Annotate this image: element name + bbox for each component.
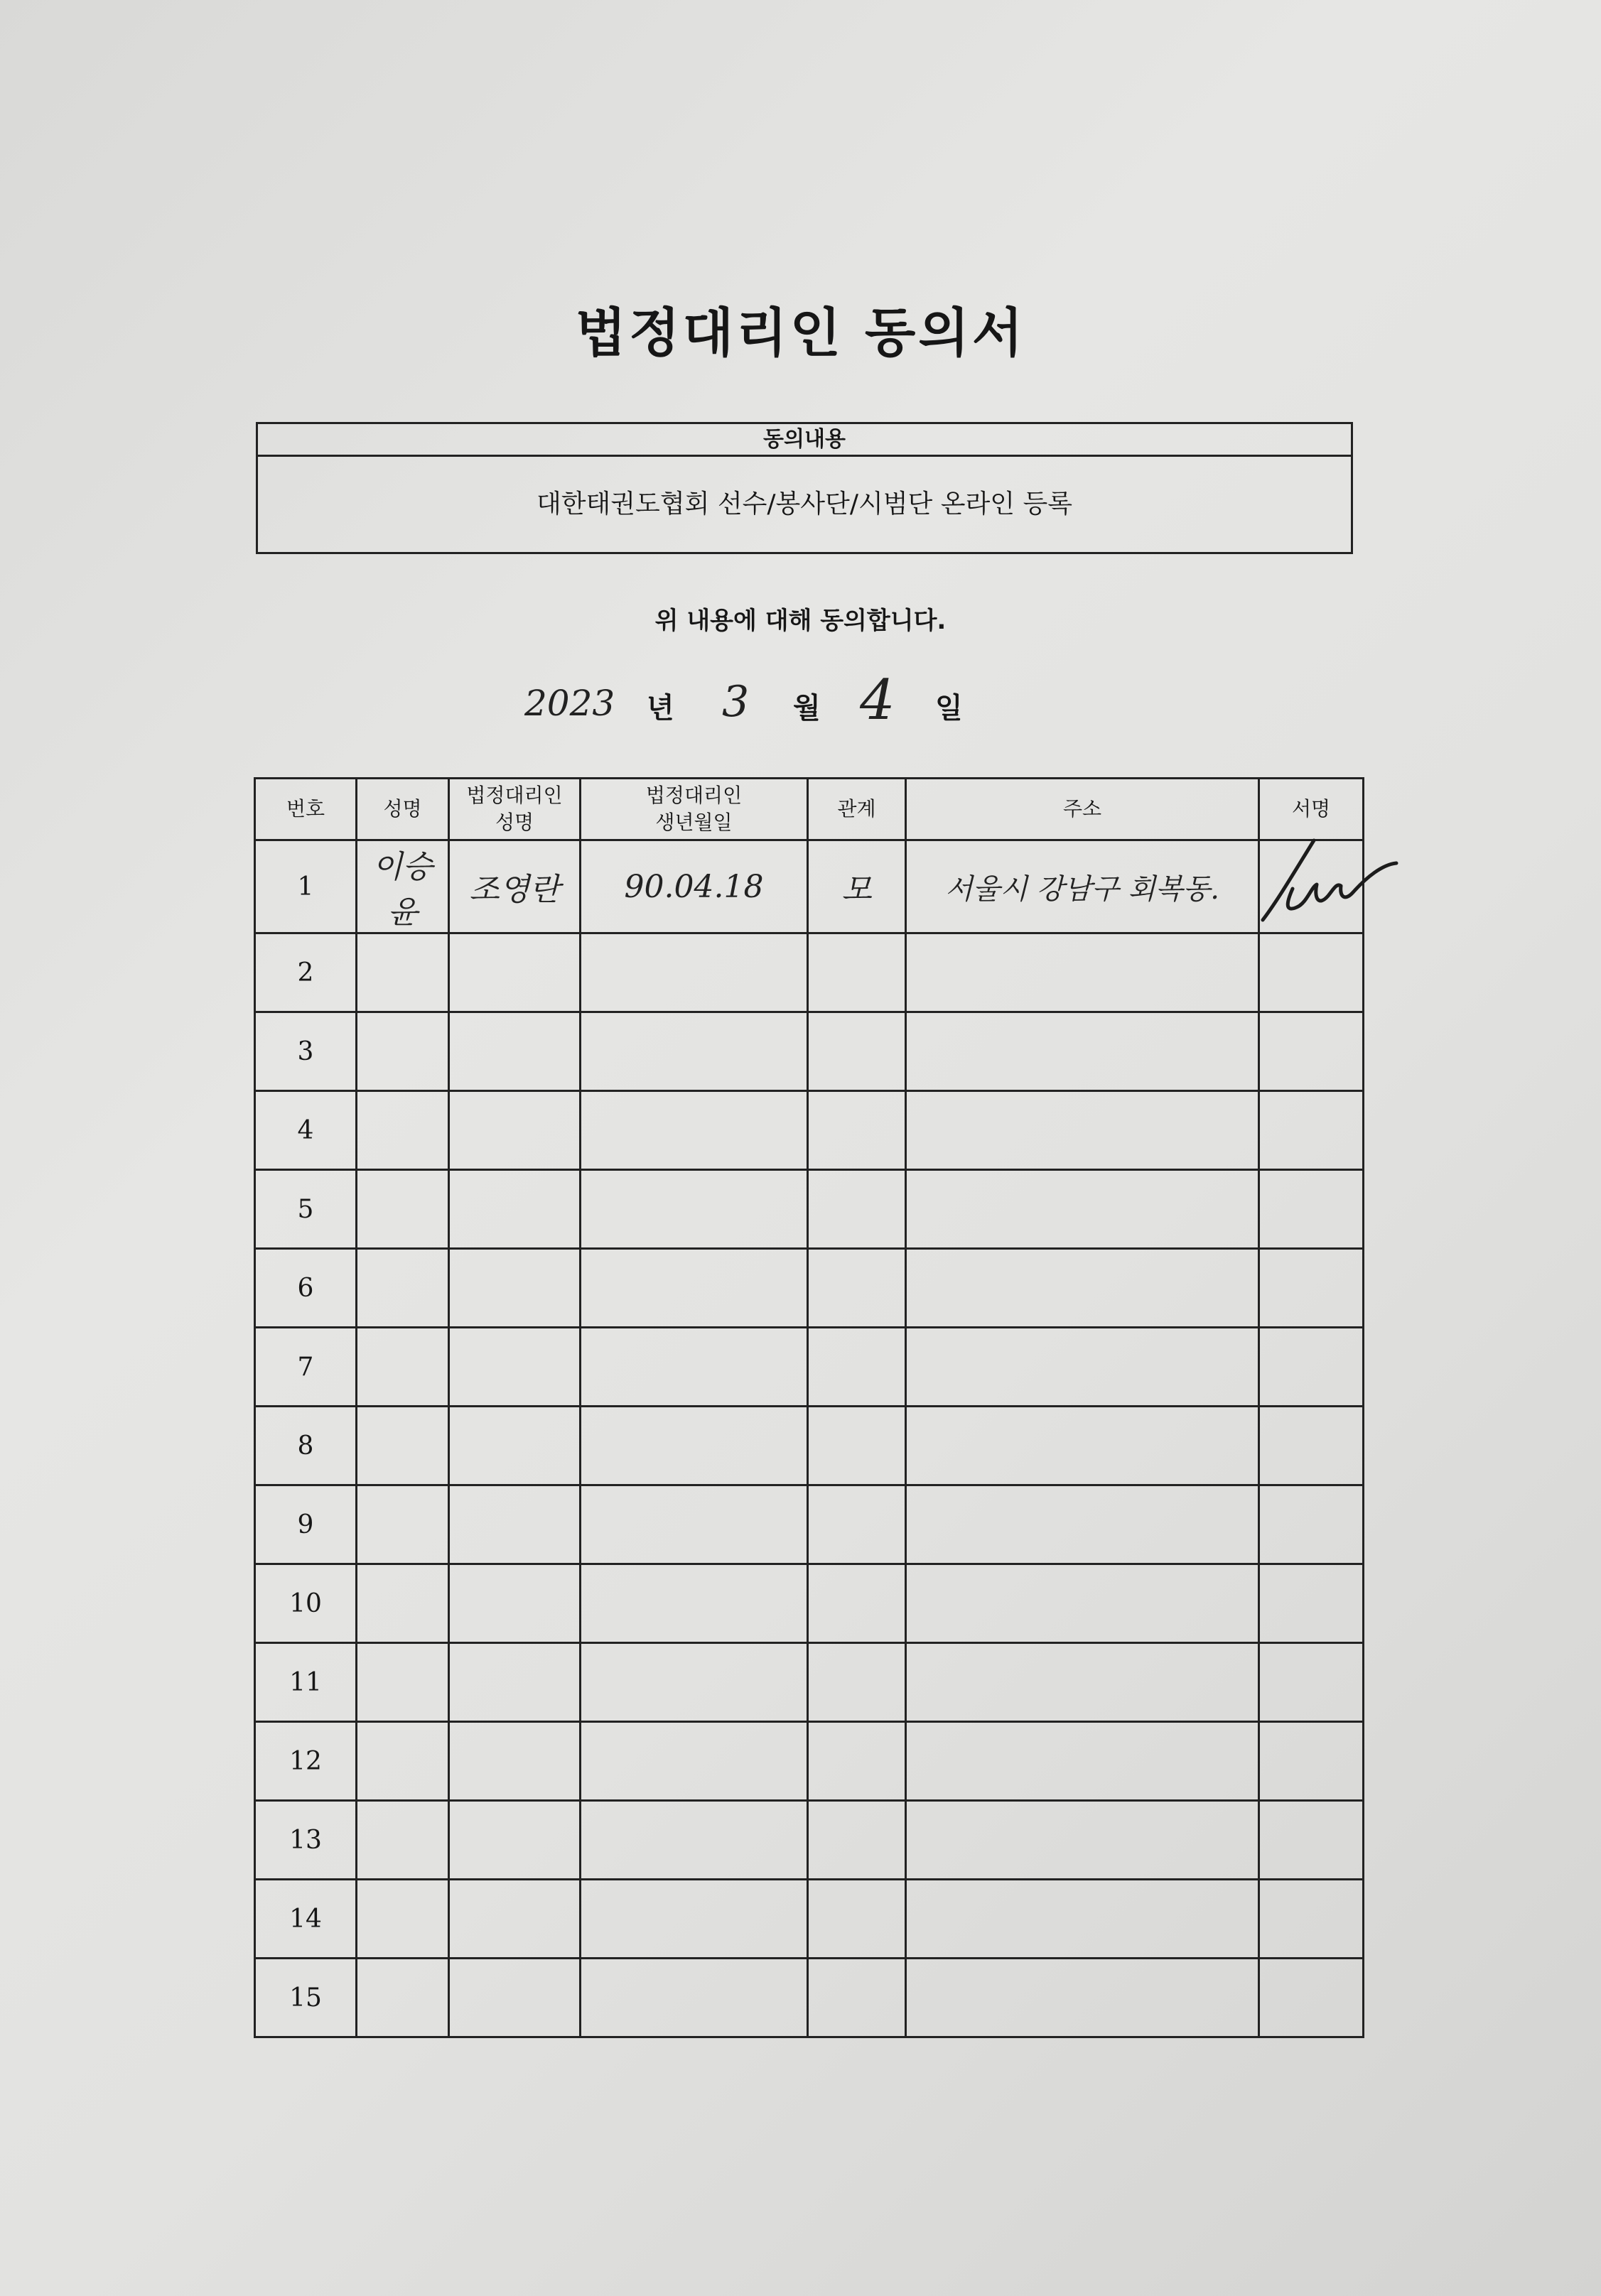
table-row	[255, 840, 1364, 933]
cell-relation	[808, 1643, 906, 1722]
cell-name	[357, 1722, 449, 1801]
cell-no: 2	[255, 933, 357, 1012]
cell-relation: 모	[808, 840, 906, 933]
cell-name	[357, 1564, 449, 1643]
date-year: 2023	[524, 683, 615, 724]
table-row	[255, 1091, 1364, 1170]
guardian-roster-table	[254, 777, 1364, 2038]
cell-signature	[1259, 1722, 1364, 1801]
cell-address	[906, 1407, 1259, 1485]
cell-relation	[808, 1249, 906, 1328]
cell-name	[357, 1249, 449, 1328]
cell-address	[906, 1801, 1259, 1880]
cell-address	[906, 1959, 1259, 2037]
cell-name	[357, 1643, 449, 1722]
cell-guardian-birth	[581, 1170, 808, 1249]
header-guardian-name	[449, 779, 581, 840]
cell-name	[357, 1328, 449, 1407]
table-row	[255, 1249, 1364, 1328]
cell-name	[357, 1801, 449, 1880]
header-relation: 관계	[808, 779, 906, 840]
cell-relation	[808, 1091, 906, 1170]
cell-no: 4	[255, 1091, 357, 1170]
cell-address	[906, 1170, 1259, 1249]
cell-relation	[808, 1012, 906, 1091]
cell-guardian-birth	[581, 1328, 808, 1407]
header-guardian-name-line2: 성명	[495, 811, 534, 834]
cell-signature	[1259, 840, 1364, 933]
cell-guardian-birth: 90.04.18	[581, 840, 808, 933]
cell-guardian-birth	[581, 1801, 808, 1880]
table-row	[255, 1170, 1364, 1249]
table-row	[255, 1722, 1364, 1801]
consent-body: 대한태권도협회 선수/봉사단/시범단 온라인 등록	[536, 489, 1073, 519]
consent-heading: 동의내용	[258, 424, 1351, 457]
cell-guardian-name	[449, 1959, 581, 2037]
cell-guardian-name	[449, 1170, 581, 1249]
table-row	[255, 1328, 1364, 1407]
table-row	[255, 1801, 1364, 1880]
cell-signature	[1259, 933, 1364, 1012]
cell-guardian-name	[449, 1328, 581, 1407]
cell-name: 이승윤	[357, 840, 449, 933]
cell-name	[357, 1091, 449, 1170]
cell-signature	[1259, 1328, 1364, 1407]
table-row	[255, 1012, 1364, 1091]
date-day-label: 일	[935, 692, 963, 725]
header-guardian-birth-line1: 법정대리인	[645, 784, 743, 807]
cell-guardian-name	[449, 1722, 581, 1801]
header-name: 성명	[357, 779, 449, 840]
cell-address	[906, 1643, 1259, 1722]
cell-relation	[808, 1328, 906, 1407]
cell-name	[357, 933, 449, 1012]
cell-address	[906, 1880, 1259, 1959]
cell-address	[906, 1328, 1259, 1407]
cell-signature	[1259, 1170, 1364, 1249]
cell-no: 8	[255, 1407, 357, 1485]
cell-address	[906, 933, 1259, 1012]
cell-no: 9	[255, 1485, 357, 1564]
cell-signature	[1259, 1564, 1364, 1643]
cell-guardian-birth	[581, 933, 808, 1012]
date-row	[0, 668, 1601, 742]
table-row	[255, 1880, 1364, 1959]
cell-guardian-birth	[581, 1485, 808, 1564]
cell-guardian-name	[449, 933, 581, 1012]
table-row	[255, 1643, 1364, 1722]
cell-guardian-name	[449, 1485, 581, 1564]
cell-name	[357, 1012, 449, 1091]
cell-signature	[1259, 1643, 1364, 1722]
cell-relation	[808, 1959, 906, 2037]
cell-guardian-name	[449, 1012, 581, 1091]
consent-content-box	[256, 422, 1353, 554]
cell-name	[357, 1880, 449, 1959]
cell-no: 6	[255, 1249, 357, 1328]
header-guardian-birth-line2: 생년월일	[655, 811, 733, 834]
cell-no: 15	[255, 1959, 357, 2037]
cell-relation	[808, 933, 906, 1012]
cell-signature	[1259, 1801, 1364, 1880]
cell-guardian-birth	[581, 1959, 808, 2037]
header-guardian-name-line1: 법정대리인	[466, 784, 563, 807]
cell-guardian-name	[449, 1801, 581, 1880]
cell-guardian-name	[449, 1249, 581, 1328]
cell-signature	[1259, 1249, 1364, 1328]
header-address: 주소	[906, 779, 1259, 840]
cell-signature	[1259, 1012, 1364, 1091]
cell-guardian-birth	[581, 1880, 808, 1959]
cell-relation	[808, 1564, 906, 1643]
cell-relation	[808, 1722, 906, 1801]
cell-relation	[808, 1407, 906, 1485]
cell-name	[357, 1407, 449, 1485]
agreement-statement: 위 내용에 대해 동의합니다.	[654, 607, 947, 635]
cell-no: 11	[255, 1643, 357, 1722]
header-signature: 서명	[1259, 779, 1364, 840]
cell-guardian-birth	[581, 1722, 808, 1801]
header-no: 번호	[255, 779, 357, 840]
cell-guardian-birth	[581, 1643, 808, 1722]
cell-no: 12	[255, 1722, 357, 1801]
cell-guardian-birth	[581, 1407, 808, 1485]
cell-guardian-name	[449, 1880, 581, 1959]
cell-guardian-name	[449, 1564, 581, 1643]
cell-no: 3	[255, 1012, 357, 1091]
table-row	[255, 1485, 1364, 1564]
cell-signature	[1259, 1091, 1364, 1170]
document-title: 법정대리인 동의서	[575, 303, 1026, 364]
cell-address	[906, 1722, 1259, 1801]
cell-address	[906, 1564, 1259, 1643]
cell-signature	[1259, 1407, 1364, 1485]
handwritten-signature-icon	[1246, 836, 1388, 928]
cell-relation	[808, 1880, 906, 1959]
cell-relation	[808, 1170, 906, 1249]
date-year-label: 년	[647, 692, 674, 725]
cell-no: 10	[255, 1564, 357, 1643]
cell-guardian-name: 조영란	[449, 840, 581, 933]
cell-name	[357, 1959, 449, 2037]
cell-guardian-birth	[581, 1249, 808, 1328]
date-day: 4	[860, 668, 895, 732]
cell-address	[906, 1485, 1259, 1564]
cell-guardian-name	[449, 1407, 581, 1485]
cell-guardian-birth	[581, 1012, 808, 1091]
cell-relation	[808, 1485, 906, 1564]
cell-address	[906, 1091, 1259, 1170]
cell-name	[357, 1485, 449, 1564]
cell-address	[906, 1249, 1259, 1328]
cell-no: 1	[255, 840, 357, 933]
cell-relation	[808, 1801, 906, 1880]
cell-no: 7	[255, 1328, 357, 1407]
cell-guardian-birth	[581, 1091, 808, 1170]
cell-no: 14	[255, 1880, 357, 1959]
table-row	[255, 1407, 1364, 1485]
table-row	[255, 1564, 1364, 1643]
cell-signature	[1259, 1959, 1364, 2037]
cell-no: 5	[255, 1170, 357, 1249]
date-month: 3	[722, 677, 750, 727]
table-header-row	[255, 779, 1364, 840]
header-guardian-birth	[581, 779, 808, 840]
table-row	[255, 933, 1364, 1012]
cell-address	[906, 1012, 1259, 1091]
cell-no: 13	[255, 1801, 357, 1880]
cell-guardian-name	[449, 1091, 581, 1170]
cell-signature	[1259, 1485, 1364, 1564]
cell-signature	[1259, 1880, 1364, 1959]
cell-name	[357, 1170, 449, 1249]
cell-guardian-name	[449, 1643, 581, 1722]
cell-guardian-birth	[581, 1564, 808, 1643]
table-row	[255, 1959, 1364, 2037]
cell-address: 서울시 강남구 회복동.	[906, 840, 1259, 933]
date-month-label: 월	[793, 692, 821, 725]
